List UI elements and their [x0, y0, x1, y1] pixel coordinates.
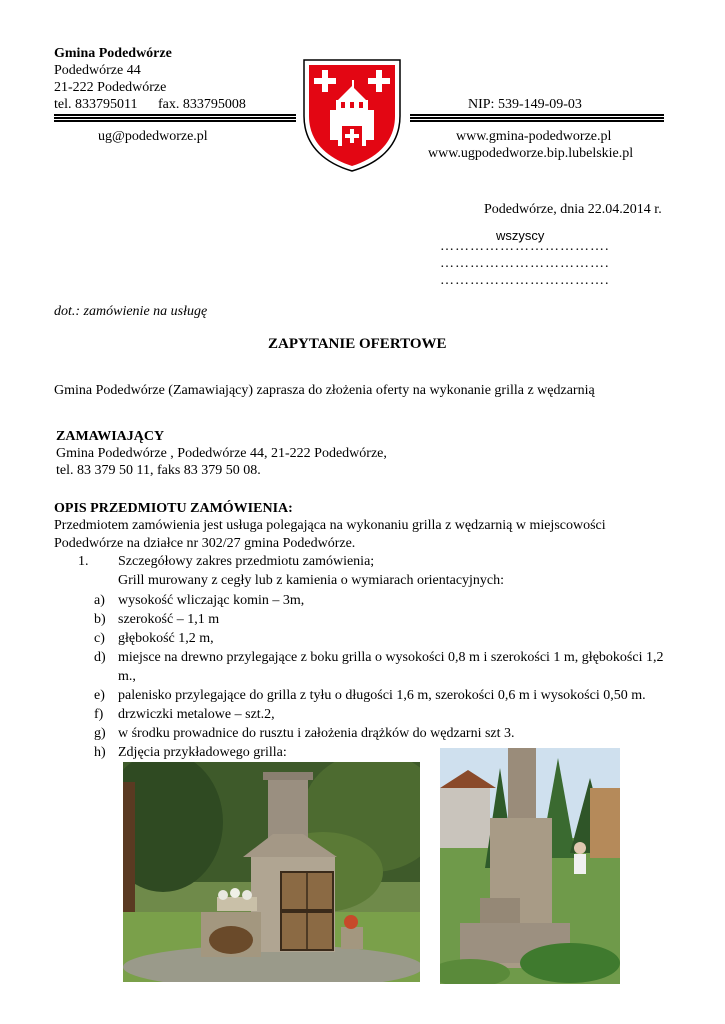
org-name: Gmina Podedwórze: [54, 46, 172, 61]
address-line-1: Podedwórze 44: [54, 63, 141, 78]
list-text: drzwiczki metalowe – szt.2,: [118, 707, 275, 722]
list-text: w środku prowadnice do rusztu i założenia drążków do wędzarni szt 3.: [118, 726, 515, 741]
description-line-2: Podedwórze na działce nr 302/27 gmina Podedwórze.: [54, 536, 356, 551]
point-1-marker: 1.: [78, 554, 89, 569]
point-1-subtext: Grill murowany z cegły lub z kamienia o wymiarach orientacyjnych:: [118, 573, 505, 588]
list-item-c: [94, 629, 684, 648]
list-item-b: [94, 610, 684, 629]
list-item-f: [94, 705, 684, 724]
list-item-a: [94, 591, 684, 610]
header-rule-right: [410, 114, 664, 123]
description-line-1: Przedmiotem zamówienia jest usługa polegająca na wykonaniu grilla z wędzarnią w miejscowości: [54, 518, 606, 533]
nip: NIP: 539-149-09-03: [468, 97, 582, 112]
list-item-d: [94, 648, 684, 686]
description-heading: OPIS PRZEDMIOTU ZAMÓWIENIA:: [54, 501, 293, 516]
point-1-text: Szczegółowy zakres przedmiotu zamówienia;: [118, 554, 375, 569]
ordering-party-line-1: Gmina Podedwórze , Podedwórze 44, 21-222 Podedwórze,: [56, 446, 387, 461]
header-rule-left: [54, 114, 296, 123]
website: www.gmina-podedworze.pl: [456, 129, 612, 144]
coat-of-arms-emblem: [300, 56, 404, 174]
list-text: głębokość 1,2 m,: [118, 631, 214, 646]
subject-line: dot.: zamówienie na usługę: [54, 304, 208, 319]
list-text: szerokość – 1,1 m: [118, 612, 220, 627]
ordering-party-line-2: tel. 83 379 50 11, faks 83 379 50 08.: [56, 463, 261, 478]
grill-photo-2: [440, 748, 620, 984]
list-marker: h): [94, 745, 106, 760]
list-marker: d): [94, 650, 106, 665]
list-marker: f): [94, 707, 104, 722]
email-address: ug@podedworze.pl: [98, 129, 208, 144]
intro-text: Gmina Podedwórze (Zamawiający) zaprasza do złożenia oferty na wykonanie grilla z wędzarnią: [54, 383, 595, 398]
list-marker: e): [94, 688, 105, 703]
list-text: palenisko przylegające do grilla z tyłu o długości 1,6 m, szerokości 0,6 m i wysokości 0,50 m.: [118, 688, 646, 703]
list-item-e: [94, 686, 684, 705]
recipient-line-2: …………………………….: [440, 256, 610, 271]
list-item-g: [94, 724, 684, 743]
list-text: miejsce na drewno przylegające z boku grilla o wysokości 0,8 m i szerokości 1 m, głębokości 1,2 m.,: [118, 650, 664, 684]
fax: fax. 833795008: [158, 97, 246, 112]
list-text: Zdjęcia przykładowego grilla:: [118, 745, 287, 760]
bip-website: www.ugpodedworze.bip.lubelskie.pl: [428, 146, 634, 161]
recipient-handwritten: wszyscy: [496, 228, 545, 243]
list-marker: a): [94, 593, 105, 608]
ordering-party-heading: ZAMAWIAJĄCY: [56, 429, 165, 444]
recipient-line-1: …………………………….: [440, 239, 610, 254]
list-marker: g): [94, 726, 106, 741]
list-text: wysokość wliczając komin – 3m,: [118, 593, 305, 608]
phone: tel. 833795011: [54, 97, 138, 112]
list-marker: c): [94, 631, 105, 646]
address-line-2: 21-222 Podedwórze: [54, 80, 167, 95]
grill-photo-1: [123, 762, 420, 982]
document-title: ZAPYTANIE OFERTOWE: [268, 336, 447, 352]
date-line: Podedwórze, dnia 22.04.2014 r.: [484, 202, 662, 217]
list-marker: b): [94, 612, 106, 627]
recipient-line-3: …………………………….: [440, 273, 610, 288]
